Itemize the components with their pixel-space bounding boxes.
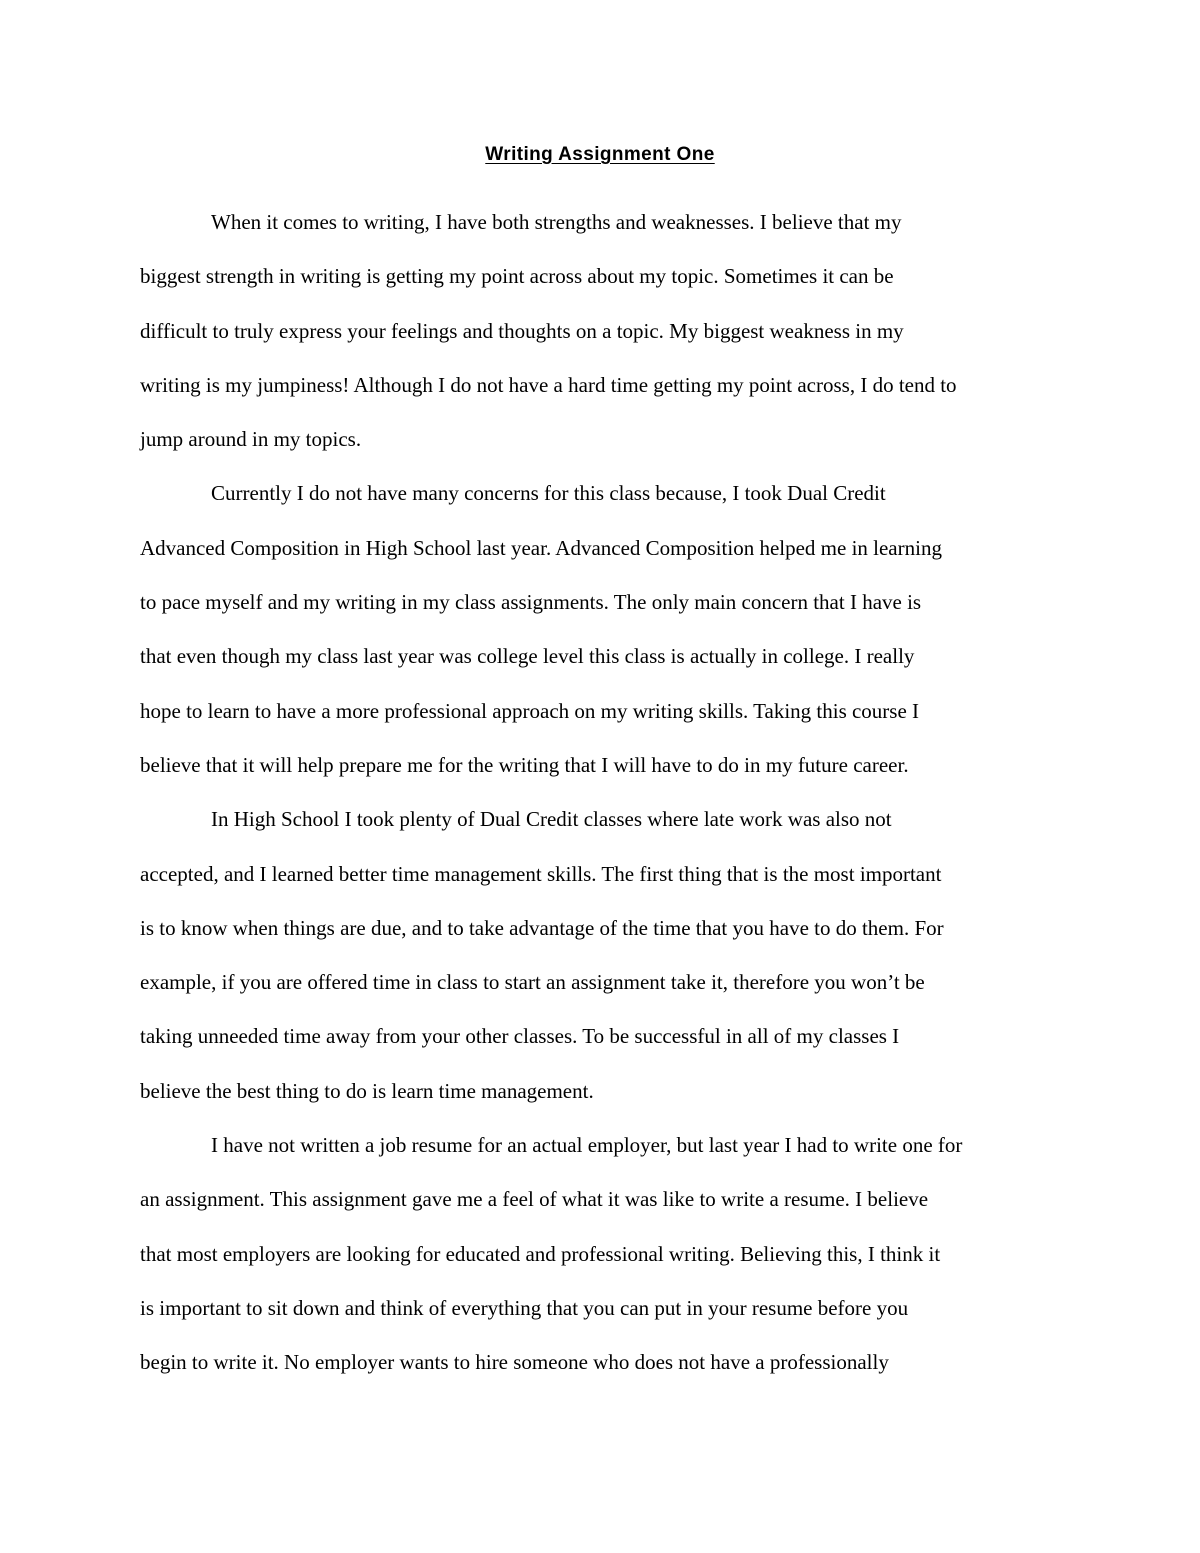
paragraph-4-line-4: is important to sit down and think of everything that you can put in your resume before you [140,1295,909,1320]
paragraph-3-line-6: believe the best thing to do is learn time management. [140,1078,594,1103]
paragraph-1-line-4: writing is my jumpiness! Although I do not have a hard time getting my point across, I do tend to [140,372,957,397]
paragraph-4-line-3: that most employers are looking for educated and professional writing. Believing this, I think it [140,1241,941,1266]
paragraph-1-line-3: difficult to truly express your feelings and thoughts on a topic. My biggest weakness in my [140,318,904,343]
paragraph-4-line-1: I have not written a job resume for an actual employer, but last year I had to write one for [211,1133,963,1158]
document-title: Writing Assignment One [485,144,715,165]
paragraph-3-line-1: In High School I took plenty of Dual Credit classes where late work was also not [211,807,892,832]
paragraph-2-line-3: to pace myself and my writing in my class assignments. The only main concern that I have is [140,590,922,615]
paragraph-3-line-5: taking unneeded time away from your other classes. To be successful in all of my classes I [140,1024,900,1049]
paragraph-2-line-1: Currently I do not have many concerns for this class because, I took Dual Credit [211,481,886,506]
paragraph-2-line-6: believe that it will help prepare me for the writing that I will have to do in my future career. [140,752,909,777]
paragraph-2-line-2: Advanced Composition in High School last year. Advanced Composition helped me in learning [140,535,942,560]
document-body [140,195,1070,1390]
paragraph-3-line-4: example, if you are offered time in class to start an assignment take it, therefore you won’t be [140,970,925,995]
paragraph-4-line-5: begin to write it. No employer wants to hire someone who does not have a professionally [140,1350,889,1375]
paragraph-3-line-2: accepted, and I learned better time management skills. The first thing that is the most important [140,861,942,886]
paragraph-1-line-5: jump around in my topics. [140,427,362,452]
paragraph-3-line-3: is to know when things are due, and to take advantage of the time that you have to do them. For [140,915,944,940]
paragraph-2-line-4: that even though my class last year was college level this class is actually in college. I really [140,644,915,669]
paragraph-4-line-2: an assignment. This assignment gave me a feel of what it was like to write a resume. I believe [140,1187,929,1212]
paragraph-1-line-1: When it comes to writing, I have both strengths and weaknesses. I believe that my [211,210,902,234]
paragraph-2-line-5: hope to learn to have a more professional approach on my writing skills. Taking this course I [140,698,920,723]
paragraph-1-line-2: biggest strength in writing is getting my point across about my topic. Sometimes it can be [140,264,894,289]
